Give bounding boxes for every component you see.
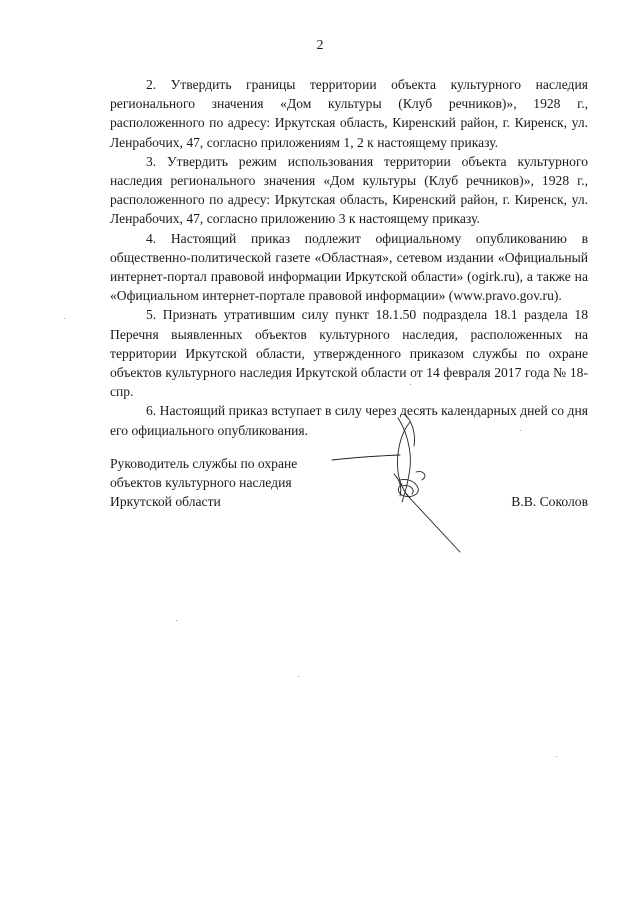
scan-speck [410,384,411,385]
signatory-position-line-3: Иркутской области [110,494,221,509]
paragraph-item-4: 4. Настоящий приказ подлежит официальному опубликованию в общественно-политической газете «Областная», сетевом издании «Официальный интернет-портал правовой информации Иркутской области» (ogirk.ru), а также на «Официальном интернет-портале правовой информации» (www.pravo.gov.ru). [110,230,588,304]
scan-speck [298,676,299,677]
paragraph-item-3: 3. Утвердить режим использования территории объекта культурного наследия регионального значения «Дом культуры (Клуб речников)», 1928 г., расположенного по адресу: Иркутская область, Киренский район, г. Киренск, ул. Ленрабочих, 47, согласно приложению 3 к настоящему приказу. [110,153,588,227]
order-body [110,75,588,440]
handwritten-signature [320,410,480,560]
paragraph-item-5: 5. Признать утратившим силу пункт 18.1.50 подраздела 18.1 раздела 18 Перечня выявленных объектов культурного наследия, расположенных на территории Иркутской области, утвержденного приказом службы по охране объектов культурного наследия Иркутской области от 14 февраля 2017 года № 18-спр. [110,307,588,400]
scan-speck [556,756,557,757]
scan-speck [520,430,521,431]
scan-speck [176,620,177,621]
paragraph-item-6: 6. Настоящий приказ вступает в силу через десять календарных дней со дня его официального опубликования. [110,403,588,438]
paragraph-item-2: 2. Утвердить границы территории объекта культурного наследия регионального значения «Дом культуры (Клуб речников)», 1928 г., расположенного по адресу: Иркутская область, Киренский район, г. Киренск, ул. Ленрабочих, 47, согласно приложениям 1, 2 к настоящему приказу. [110,77,588,150]
page-number: 2 [316,38,324,53]
signatory-position-line-1: Руководитель службы по охране [110,456,298,471]
signatory-position [110,454,350,511]
signatory-name: В.В. Соколов [511,494,588,509]
signatory-position-line-2: объектов культурного наследия [110,475,292,490]
scan-speck [64,318,65,319]
